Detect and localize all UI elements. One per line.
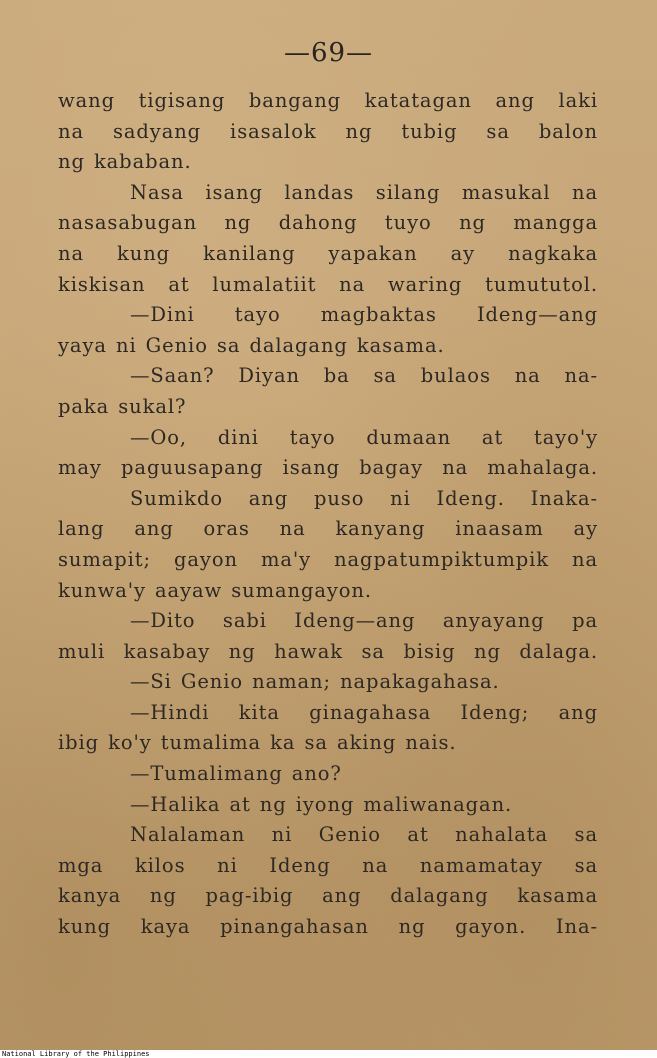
text-line: —Hindi kita ginagahasa Ideng; ang (130, 700, 598, 724)
page-number: —69— (283, 38, 374, 68)
text-line: —Oo, dini tayo dumaan at tayo'y (130, 425, 598, 449)
text-line: yaya ni Genio sa dalagang kasama. (58, 333, 445, 357)
text-line: —Tumalimang ano? (130, 762, 342, 786)
text-line: Nasa isang landas silang masukal na (130, 180, 598, 204)
text-line: wang tigisang bangang katatagan ang laki (58, 89, 598, 112)
text-line: kiskisan at lumalatiit na waring tumututol. (58, 272, 598, 296)
text-line: sumapit; gayon ma'y nagpatumpiktumpik na (58, 547, 598, 571)
text-line: muli kasabay ng hawak sa bisig ng dalaga. (58, 639, 598, 663)
text-line: ibig ko'y tumalima ka sa aking nais. (58, 731, 457, 755)
text-line: —Saan? Diyan ba sa bulaos na na- (130, 364, 598, 388)
text-line: —Halika at ng iyong maliwanagan. (130, 792, 513, 816)
text-line: na sadyang isasalok ng tubig sa balon (58, 119, 598, 143)
text-line: may paguusapang isang bagay na mahalaga. (58, 456, 598, 480)
text-line: lang ang oras na kanyang inaasam ay (58, 517, 598, 541)
text-line: Sumikdo ang puso ni Ideng. Inaka- (130, 486, 598, 510)
text-line: kunwa'y aayaw sumangayon. (58, 578, 372, 602)
library-credit: National Library of the Philippines (2, 1050, 150, 1058)
text-line: mga kilos ni Ideng na namamatay sa (58, 853, 598, 877)
text-line: nasasabugan ng dahong tuyo ng mangga (58, 211, 598, 235)
text-line: Nalalaman ni Genio at nahalata sa (130, 823, 598, 847)
text-line: —Dito sabi Ideng—ang anyayang pa (130, 609, 598, 633)
text-line: paka sukal? (58, 394, 187, 418)
text-line: kanya ng pag-ibig ang dalagang kasama (58, 884, 598, 908)
text-line: —Si Genio naman; napakagahasa. (130, 670, 500, 694)
text-line: —Dini tayo magbaktas Ideng—ang (130, 303, 598, 327)
body-text (58, 86, 598, 943)
text-line: kung kaya pinangahasan ng gayon. Ina- (58, 915, 598, 939)
text-line: na kung kanilang yapakan ay nagkaka (58, 241, 598, 265)
text-line: ng kababan. (58, 150, 192, 174)
